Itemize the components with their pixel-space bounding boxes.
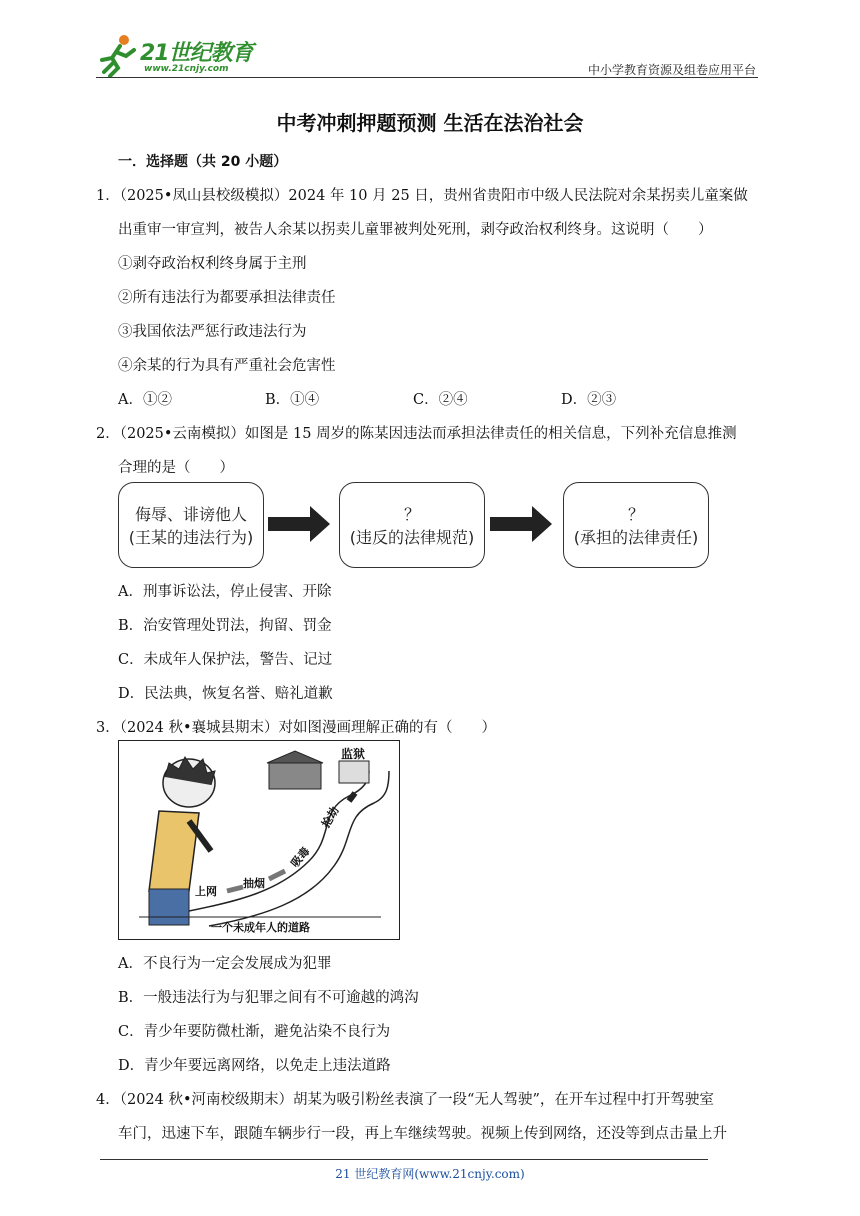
q1-item-1: ①剥夺政治权利终身属于主刑 [118,256,307,272]
flow-box-law-line1: ？ [403,505,420,524]
comic-step-internet: 上网 [195,885,217,898]
comic-prison-label: 监狱 [341,747,366,761]
q1-option-a[interactable]: A．①② [118,392,172,408]
flow-box-liability-line1: ？ [627,505,644,524]
q3-option-d[interactable]: D．青少年要远离网络，以免走上违法道路 [118,1058,391,1074]
logo-text: 21世纪教育 [140,41,253,66]
q3-option-a[interactable]: A．不良行为一定会发展成为犯罪 [118,956,332,972]
comic-drawing [119,741,399,939]
q4-line1: 4．（2024 秋•河南校级期末）胡某为吸引粉丝表演了一段“无人驾驶”，在开车过程中打开驾驶室 [96,1092,714,1108]
flow-box-liability [563,482,709,568]
q4-line2: 车门，迅速下车，跟随车辆步行一段，再上车继续驾驶。视频上传到网络，还没等到点击量上升 [118,1126,727,1142]
q3-line1: 3．（2024 秋•襄城县期末）对如图漫画理解正确的有（ ） [96,720,497,736]
flow-box-behavior [118,482,264,568]
comic-caption: 一个未成年人的道路 [211,921,310,934]
page-title: 中考冲刺押题预测 生活在法治社会 [276,111,584,135]
q1-item-4: ④余某的行为具有严重社会危害性 [118,358,336,374]
flow-box-liability-line2: (承担的法律责任) [573,528,699,547]
flow-arrow-2 [490,504,554,544]
q3-option-c[interactable]: C．青少年要防微杜渐，避免沾染不良行为 [118,1024,391,1040]
comic-step-drugs: 吸毒 [288,844,313,870]
q2-option-b[interactable]: B．治安管理处罚法，拘留、罚金 [118,618,332,634]
q1-line2: 出重审一审宣判，被告人余某以拐卖儿童罪被判处死刑，剥夺政治权利终身。这说明（ ） [118,222,713,238]
comic-step-smoking: 抽烟 [243,877,265,890]
flow-arrow-1 [268,504,332,544]
flow-box-behavior-line2: (王某的违法行为) [128,528,254,547]
q2-line2: 合理的是（ ） [118,460,234,476]
q1-option-c[interactable]: C．②④ [413,392,468,408]
flow-box-law [339,482,485,568]
q1-option-d[interactable]: D．②③ [561,392,617,408]
q2-option-d[interactable]: D．民法典，恢复名誉、赔礼道歉 [118,686,333,702]
q3-option-b[interactable]: B．一般违法行为与犯罪之间有不可逾越的鸿沟 [118,990,419,1006]
flow-box-law-line2: (违反的法律规范) [349,528,475,547]
q2-option-a[interactable]: A．刑事诉讼法，停止侵害、开除 [118,584,332,600]
q1-option-b[interactable]: B．①④ [265,392,320,408]
footer-text[interactable]: 21 世纪教育网(www.21cnjy.com) [335,1167,525,1181]
q1-item-2: ②所有违法行为都要承担法律责任 [118,290,336,306]
q2-line1: 2．（2025•云南模拟）如图是 15 周岁的陈某因违法而承担法律责任的相关信息，下列补充信息推测 [96,426,737,442]
q1-item-3: ③我国依法严惩行政违法行为 [118,324,307,340]
footer-divider [100,1159,708,1160]
section-heading: 一．选择题（共 20 小题） [118,154,288,170]
header-platform-text: 中小学教育资源及组卷应用平台 [587,63,756,77]
runner-icon [94,32,144,78]
comic-image [118,740,400,940]
q2-option-c[interactable]: C．未成年人保护法，警告、记过 [118,652,333,668]
flow-box-behavior-line1: 侮辱、诽谤他人 [134,505,247,524]
header-divider [96,77,758,78]
q1-line1: 1．（2025•凤山县校级模拟）2024 年 10 月 25 日，贵州省贵阳市中级人民法院对余某拐卖儿童案做 [96,188,748,204]
comic-step-robbery: 抢劫 [319,804,342,831]
logo-url: www.21cnjy.com [144,64,229,74]
